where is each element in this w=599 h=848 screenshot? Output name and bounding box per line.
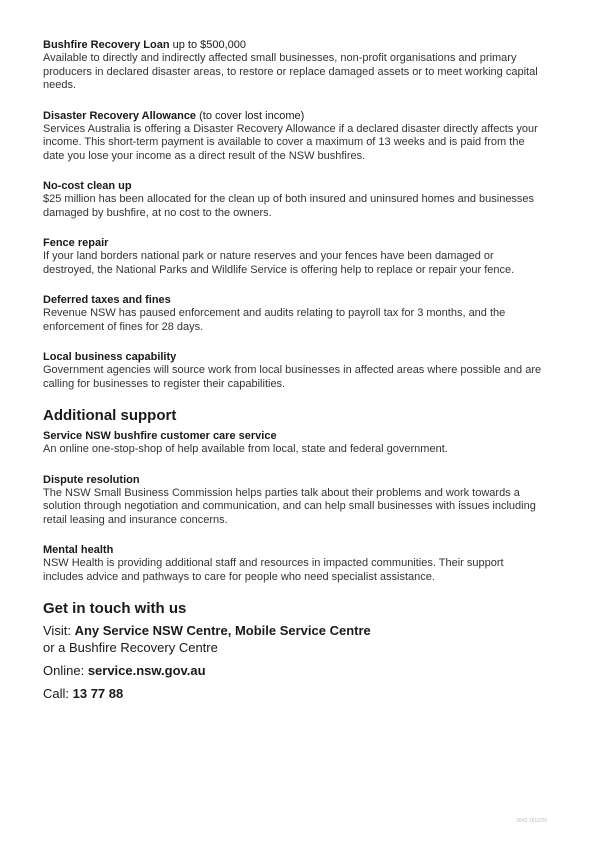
additional-support-heading: Additional support bbox=[43, 407, 177, 424]
block-title: No-cost clean up bbox=[43, 180, 132, 192]
contact-call bbox=[43, 685, 543, 702]
block-title-extra: up to $500,000 bbox=[169, 39, 247, 51]
block-title: Fence repair bbox=[43, 237, 109, 249]
info-block-taxes bbox=[43, 293, 543, 334]
contact-online bbox=[43, 662, 543, 679]
block-body: If your land borders national park or nature reserves and your fences have been damaged or destroyed, the National Parks and Wildlife Service is offering help to replace or repair your fence. bbox=[43, 250, 515, 276]
block-title-extra: (to cover lost income) bbox=[196, 109, 305, 122]
info-block-fence bbox=[43, 236, 543, 277]
call-label: Call: bbox=[43, 686, 73, 701]
block-body: Government agencies will source work from local businesses in affected areas where possible and are calling for businesses to register their capabilities. bbox=[43, 364, 542, 390]
block-title: Local business capability bbox=[43, 351, 177, 363]
block-body: $25 million has been allocated for the clean up of both insured and uninsured homes and businesses damaged by bushfire, at no cost to the owners. bbox=[43, 193, 535, 219]
online-label: Online: bbox=[43, 663, 88, 678]
block-title: Mental health bbox=[43, 544, 114, 556]
contact-heading: Get in touch with us bbox=[43, 600, 187, 617]
online-link[interactable]: service.nsw.gov.au bbox=[87, 663, 206, 678]
visit-line-2: or a Bushfire Recovery Centre bbox=[43, 640, 218, 655]
info-block-allowance bbox=[43, 109, 543, 164]
footer-code: 2642 1612/20 bbox=[516, 818, 547, 824]
block-title: Dispute resolution bbox=[43, 473, 140, 486]
block-title: Deferred taxes and fines bbox=[43, 294, 171, 306]
block-body: The NSW Small Business Commission helps parties talk about their problems and work towards a solution through negotiation and communication, and can help small businesses with issues including retail leasing and insurance concerns. bbox=[43, 486, 536, 526]
call-number[interactable]: 13 77 88 bbox=[72, 686, 124, 701]
info-block-loan bbox=[43, 38, 543, 93]
block-body: Services Australia is offering a Disaster Recovery Allowance if a declared disaster directly affects your income. This short-term payment is available to cover a maximum of 13 weeks and is paid from the date you lose your income as a direct result of the NSW bushfires. bbox=[43, 122, 538, 162]
support-block-mental-health bbox=[43, 543, 543, 584]
document-page bbox=[43, 38, 543, 702]
visit-label: Visit: bbox=[43, 623, 75, 638]
block-title: Bushfire Recovery Loan bbox=[43, 39, 170, 51]
block-title: Disaster Recovery Allowance bbox=[43, 109, 197, 122]
block-body: An online one-stop-shop of help available from local, state and federal government. bbox=[43, 443, 448, 455]
block-body: Revenue NSW has paused enforcement and audits relating to payroll tax for 3 months, and the enforcement of fines for 28 days. bbox=[43, 307, 506, 333]
contact-visit bbox=[43, 622, 543, 639]
block-body: NSW Health is providing additional staff and resources in impacted communities. Their support includes advice and pathways to care for people who need specialist assistance. bbox=[43, 557, 504, 583]
support-block-dispute bbox=[43, 473, 543, 528]
block-title: Service NSW bushfire customer care service bbox=[43, 430, 277, 442]
block-body: Available to directly and indirectly affected small businesses, non-profit organisations and primary producers in declared disaster areas, to restore or replace damaged assets or to meet working capital needs. bbox=[43, 52, 538, 91]
info-block-capability bbox=[43, 350, 543, 391]
visit-line-1: Any Service NSW Centre, Mobile Service Centre bbox=[74, 623, 371, 638]
info-block-cleanup bbox=[43, 179, 543, 220]
support-block-customer-care bbox=[43, 429, 543, 457]
